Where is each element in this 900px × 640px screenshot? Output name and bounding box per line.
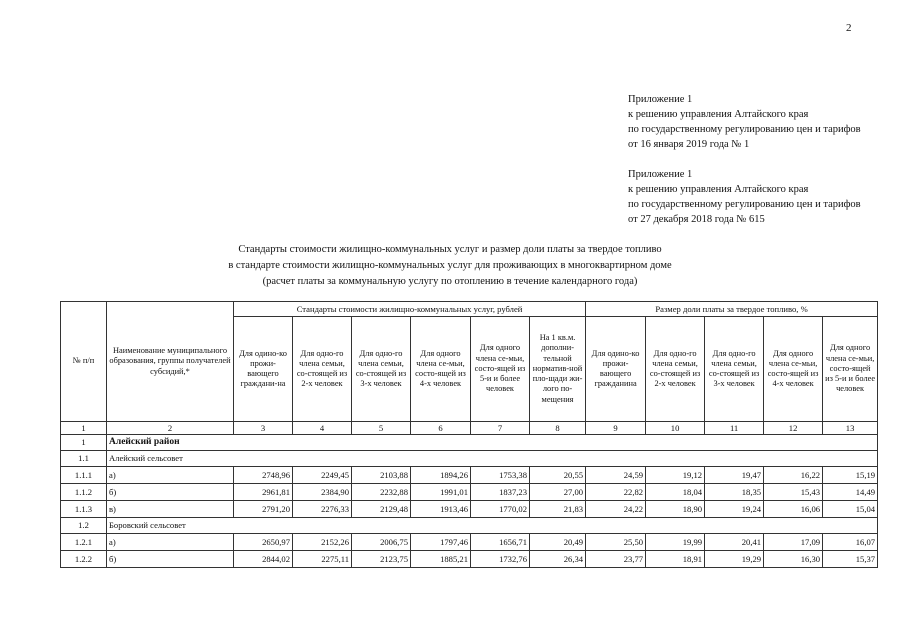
- table-row: [61, 534, 878, 551]
- cell-value: 1753,38: [471, 467, 530, 484]
- cell-value: 19,24: [705, 501, 764, 518]
- title-line: в стандарте стоимости жилищно-коммунальных услуг для проживающих в многоквартирном доме: [228, 260, 672, 271]
- cell-value: 2961,81: [234, 484, 293, 501]
- title-line: (расчет платы за коммунальную услугу по отоплению в течение календарного года): [262, 276, 638, 287]
- header-number: № п/п: [61, 302, 107, 422]
- cell-value: 16,22: [764, 467, 823, 484]
- cell-value: 1885,21: [411, 551, 471, 568]
- row-label: б): [107, 551, 234, 568]
- cell-value: 18,04: [646, 484, 705, 501]
- cell-value: 2791,20: [234, 501, 293, 518]
- column-number: 2: [107, 422, 234, 435]
- header-sub: Для одного члена се-мьи, состо-ящей из 4-х человек: [411, 317, 471, 422]
- cell-value: 17,09: [764, 534, 823, 551]
- cell-value: 15,19: [823, 467, 878, 484]
- row-number: 1: [61, 435, 107, 451]
- appendix-1-line: от 16 января 2019 года № 1: [628, 139, 750, 150]
- header-group-standards: Стандарты стоимости жилищно-коммунальных услуг, рублей: [234, 302, 586, 317]
- district-name: Алейский район: [107, 435, 878, 451]
- sovet-name: Боровский сельсовет: [107, 518, 878, 534]
- page-number: 2: [846, 22, 852, 34]
- header-sub: На 1 кв.м. дополни-тельной норматив-ной пло-щади жи-лого по-мещения: [530, 317, 586, 422]
- district-row: [61, 435, 878, 451]
- sovet-name: Алейский сельсовет: [107, 451, 878, 467]
- row-number: 1.1.1: [61, 467, 107, 484]
- table-row: [61, 501, 878, 518]
- cell-value: 19,12: [646, 467, 705, 484]
- cell-value: 24,22: [586, 501, 646, 518]
- row-label: б): [107, 484, 234, 501]
- cell-value: 26,34: [530, 551, 586, 568]
- cell-value: 18,91: [646, 551, 705, 568]
- appendix-1-line: Приложение 1: [628, 94, 693, 105]
- row-label: а): [107, 534, 234, 551]
- cell-value: 2276,33: [293, 501, 352, 518]
- appendix-2-line: по государственному регулированию цен и тарифов: [628, 199, 861, 210]
- cell-value: 2384,90: [293, 484, 352, 501]
- cell-value: 2103,88: [352, 467, 411, 484]
- column-number: 3: [234, 422, 293, 435]
- column-number: 7: [471, 422, 530, 435]
- cell-value: 23,77: [586, 551, 646, 568]
- row-number: 1.2: [61, 518, 107, 534]
- cell-value: 22,82: [586, 484, 646, 501]
- cell-value: 2006,75: [352, 534, 411, 551]
- cell-value: 18,35: [705, 484, 764, 501]
- cell-value: 24,59: [586, 467, 646, 484]
- cell-value: 2232,88: [352, 484, 411, 501]
- cell-value: 19,99: [646, 534, 705, 551]
- column-number-row: [61, 422, 878, 435]
- cell-value: 1837,23: [471, 484, 530, 501]
- cell-value: 2275,11: [293, 551, 352, 568]
- column-number: 11: [705, 422, 764, 435]
- cell-value: 21,83: [530, 501, 586, 518]
- appendix-block-2: [628, 167, 861, 227]
- sovet-row: [61, 451, 878, 467]
- row-number: 1.1.3: [61, 501, 107, 518]
- table-row: [61, 551, 878, 568]
- cell-value: 15,04: [823, 501, 878, 518]
- cell-value: 18,90: [646, 501, 705, 518]
- cell-value: 14,49: [823, 484, 878, 501]
- header-sub: Для одного члена се-мьи, состо-ящей из 5-и и более человек: [471, 317, 530, 422]
- document-title: [0, 242, 900, 290]
- table-row: [61, 467, 878, 484]
- cell-value: 2129,48: [352, 501, 411, 518]
- column-number: 13: [823, 422, 878, 435]
- cell-value: 1656,71: [471, 534, 530, 551]
- header-name: Наименование муниципального образования, группы получателей субсидий,*: [107, 302, 234, 422]
- cell-value: 1894,26: [411, 467, 471, 484]
- header-sub: Для одино-ко прожи-вающего граждани-на: [234, 317, 293, 422]
- cell-value: 16,06: [764, 501, 823, 518]
- column-number: 8: [530, 422, 586, 435]
- cell-value: 16,07: [823, 534, 878, 551]
- column-number: 5: [352, 422, 411, 435]
- cell-value: 20,49: [530, 534, 586, 551]
- cell-value: 25,50: [586, 534, 646, 551]
- cell-value: 15,37: [823, 551, 878, 568]
- column-number: 1: [61, 422, 107, 435]
- row-label: а): [107, 467, 234, 484]
- column-number: 10: [646, 422, 705, 435]
- cell-value: 15,43: [764, 484, 823, 501]
- appendix-2-line: к решению управления Алтайского края: [628, 184, 809, 195]
- cell-value: 20,55: [530, 467, 586, 484]
- cell-value: 19,47: [705, 467, 764, 484]
- cell-value: 2748,96: [234, 467, 293, 484]
- header-sub: Для одино-ко прожи-вающего гражданина: [586, 317, 646, 422]
- appendix-2-line: от 27 декабря 2018 года № 615: [628, 214, 765, 225]
- cell-value: 1913,46: [411, 501, 471, 518]
- header-sub: Для одного члена се-мьи, состо-ящей из 4-х человек: [764, 317, 823, 422]
- header-group-fuel-share: Размер доли платы за твердое топливо, %: [586, 302, 878, 317]
- column-number: 9: [586, 422, 646, 435]
- row-number: 1.1.2: [61, 484, 107, 501]
- column-number: 4: [293, 422, 352, 435]
- column-number: 6: [411, 422, 471, 435]
- cell-value: 2650,97: [234, 534, 293, 551]
- cell-value: 19,29: [705, 551, 764, 568]
- row-number: 1.2.2: [61, 551, 107, 568]
- tariff-table: [60, 301, 878, 568]
- row-number: 1.2.1: [61, 534, 107, 551]
- appendix-1-line: к решению управления Алтайского края: [628, 109, 809, 120]
- header-sub: Для одно-го члена семьи, со-стоящей из 3-х человек: [352, 317, 411, 422]
- appendix-1-line: по государственному регулированию цен и тарифов: [628, 124, 861, 135]
- cell-value: 2152,26: [293, 534, 352, 551]
- cell-value: 1991,01: [411, 484, 471, 501]
- header-sub: Для одно-го члена семьи, со-стоящей из 2-х человек: [293, 317, 352, 422]
- column-number: 12: [764, 422, 823, 435]
- appendix-2-line: Приложение 1: [628, 169, 693, 180]
- cell-value: 27,00: [530, 484, 586, 501]
- cell-value: 20,41: [705, 534, 764, 551]
- header-sub: Для одно-го члена семьи, со-стоящей из 3-х человек: [705, 317, 764, 422]
- row-label: в): [107, 501, 234, 518]
- header-sub: Для одного члена се-мьи, состо-ящей из 5-и и более человек: [823, 317, 878, 422]
- cell-value: 1732,76: [471, 551, 530, 568]
- appendix-block-1: [628, 92, 861, 152]
- title-line: Стандарты стоимости жилищно-коммунальных услуг и размер доли платы за твердое топливо: [238, 244, 662, 255]
- table-row: [61, 484, 878, 501]
- cell-value: 1770,02: [471, 501, 530, 518]
- cell-value: 2844,02: [234, 551, 293, 568]
- cell-value: 16,30: [764, 551, 823, 568]
- header-sub: Для одно-го члена семьи, со-стоящей из 2-х человек: [646, 317, 705, 422]
- cell-value: 1797,46: [411, 534, 471, 551]
- sovet-row: [61, 518, 878, 534]
- cell-value: 2249,45: [293, 467, 352, 484]
- cell-value: 2123,75: [352, 551, 411, 568]
- row-number: 1.1: [61, 451, 107, 467]
